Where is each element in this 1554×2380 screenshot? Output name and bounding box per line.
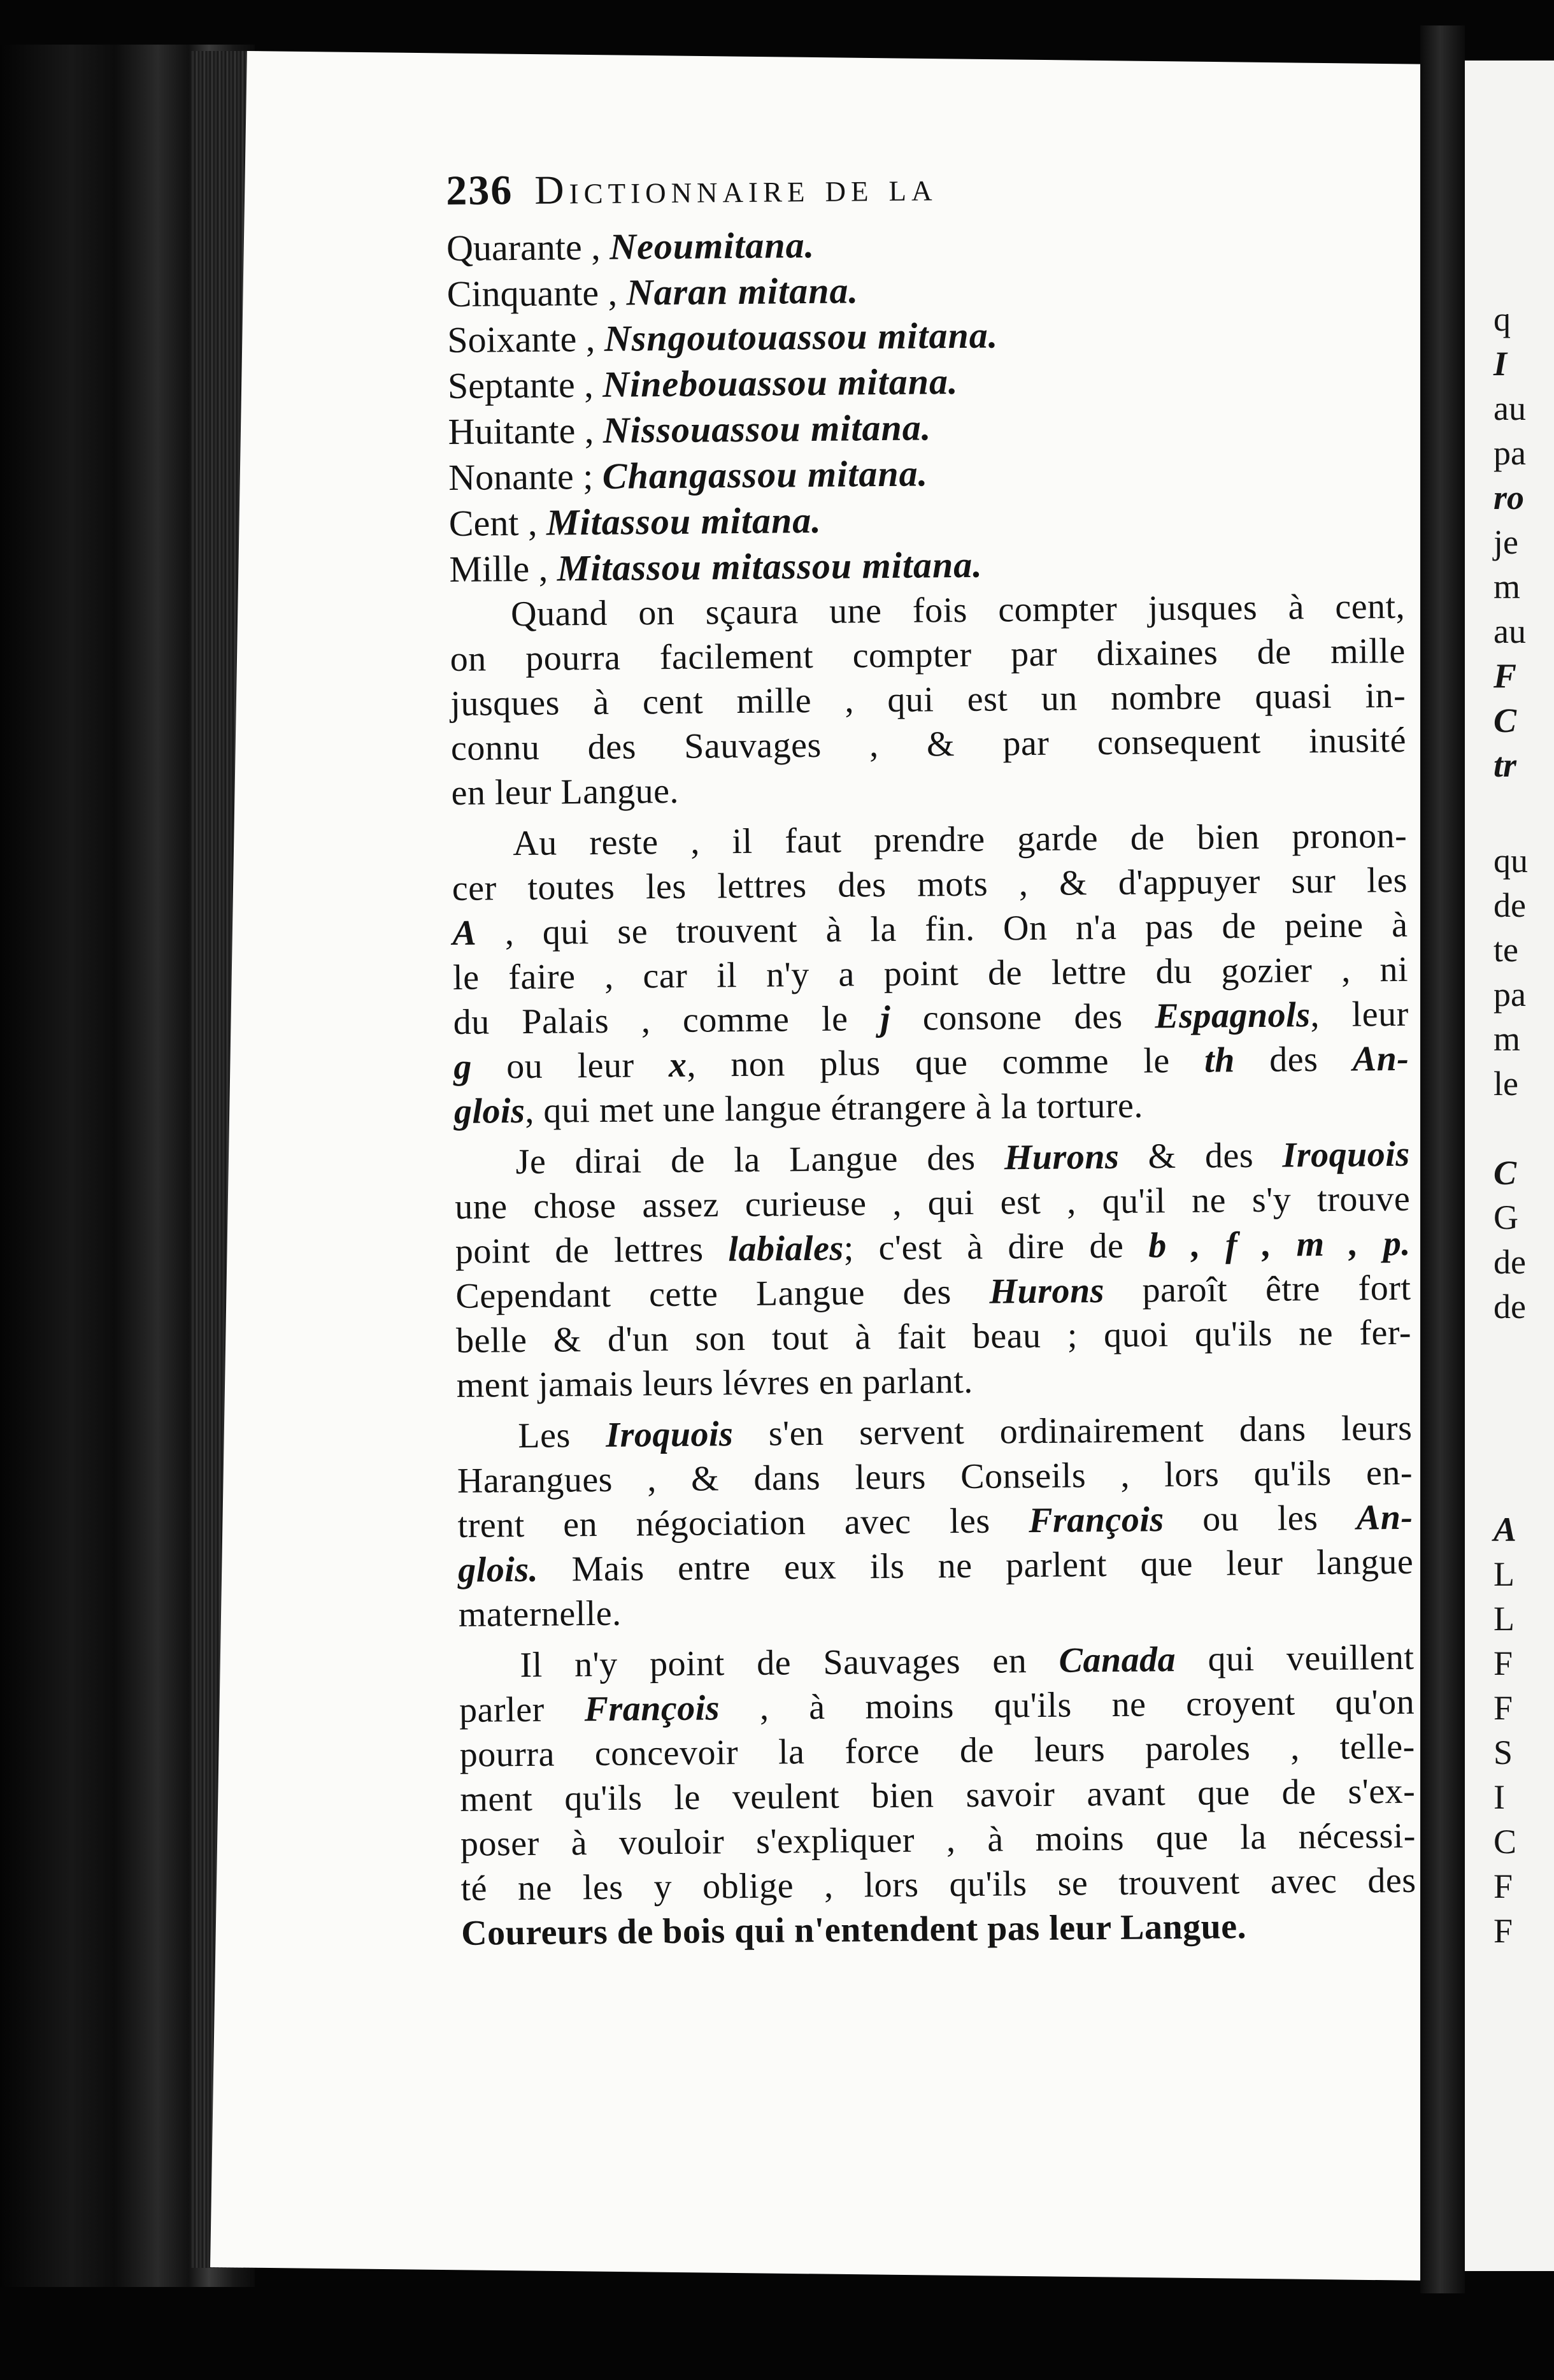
italic-term: An-: [1356, 1497, 1413, 1538]
fragment: de: [1493, 1243, 1526, 1281]
fragment: F: [1493, 1912, 1513, 1950]
running-header: [446, 159, 1402, 226]
fragment: de: [1493, 1287, 1526, 1326]
french-word: Quarante ,: [446, 226, 601, 269]
text-run: , qui met une langue étrangere à la torture.: [525, 1086, 1144, 1131]
fragment: C: [1493, 701, 1517, 740]
paragraph-counting: [450, 584, 1407, 815]
native-word: Changassou mitana.: [602, 452, 929, 497]
text-line: ment qu'ils le veulent bien savoir avant que de s'ex-: [460, 1771, 1416, 1819]
list-item: [448, 401, 1404, 455]
fragment: F: [1493, 1644, 1513, 1682]
italic-term: A: [452, 913, 477, 953]
fragment: le: [1493, 1065, 1518, 1103]
french-word: Cent ,: [448, 501, 538, 544]
fragment: qu: [1493, 842, 1528, 880]
italic-term: Espagnols: [1155, 995, 1311, 1036]
text-run: & des: [1148, 1135, 1254, 1177]
native-word: Naran mitana.: [626, 269, 859, 313]
fragment: A: [1493, 1510, 1517, 1549]
italic-term: Canada: [1059, 1640, 1176, 1681]
french-word: Nonante ;: [448, 455, 594, 498]
text-line: une chose assez curieuse , qui est , qu'il ne s'y trouve: [454, 1179, 1411, 1227]
paragraph-hurons: [454, 1132, 1412, 1408]
fragment: pa: [1493, 975, 1526, 1014]
text-line: en leur Langue.: [451, 771, 680, 813]
text-run: ; c'est à dire de: [843, 1226, 1124, 1268]
french-word: Huitante ,: [448, 409, 594, 452]
text-run: ou leur: [506, 1045, 634, 1087]
fragment: F: [1493, 1689, 1513, 1727]
text-line: Quand on sçaura une fois compter jusques à cent,: [510, 586, 1406, 634]
french-word: Septante ,: [447, 363, 594, 406]
text-line: le faire , car il n'y a point de lettre du gozier , ni: [452, 949, 1409, 998]
text-line: [453, 992, 1409, 1045]
text-run: Il n'y point de Sauvages en: [520, 1641, 1027, 1686]
fragment: G: [1493, 1198, 1518, 1237]
text-run: Cependant cette Langue des: [455, 1272, 952, 1316]
text-line: [455, 1266, 1411, 1319]
fragment: q: [1493, 300, 1511, 338]
fragment: m: [1493, 568, 1521, 606]
fragment: au: [1493, 612, 1526, 650]
italic-term: labiales: [728, 1228, 844, 1270]
italic-term: An-: [1352, 1038, 1409, 1079]
text-run: parler: [459, 1689, 545, 1730]
paragraph-pronunciation: [452, 814, 1409, 1134]
text-line: [457, 1406, 1413, 1459]
text-run: Mais entre eux ils ne parlent que leur langue: [571, 1542, 1414, 1589]
text-run: , à moins qu'ils ne croyent qu'on: [759, 1682, 1415, 1728]
italic-term: François: [1028, 1500, 1164, 1541]
native-word: Ninebouassou mitana.: [602, 360, 959, 405]
text-line: [455, 1221, 1411, 1274]
fragment: L: [1493, 1600, 1515, 1638]
book-gutter: [1420, 25, 1465, 2293]
text-run: des: [1269, 1040, 1318, 1080]
text-line: Harangues , & dans leurs Conseils , lors qu'ils en-: [457, 1452, 1413, 1501]
native-word: Neoumitana.: [609, 224, 815, 268]
italic-term: th: [1204, 1040, 1236, 1080]
text-run: qui veuillent: [1208, 1637, 1415, 1679]
text-line: [454, 1132, 1410, 1185]
list-item: [448, 355, 1404, 409]
text-run: ou les: [1202, 1498, 1318, 1539]
text-line: Coureurs de bois qui n'entendent pas leur Langue.: [460, 1907, 1247, 1953]
fragment: L: [1493, 1555, 1515, 1593]
italic-term: Iroquois: [1282, 1134, 1410, 1175]
page-content: [446, 159, 1417, 1962]
text-line: [452, 903, 1408, 956]
text-line: ment jamais leurs lévres en parlant.: [456, 1361, 973, 1405]
french-word: Soixante ,: [447, 317, 595, 361]
list-item: [446, 217, 1402, 271]
text-line: belle & d'un son tout à fait beau ; quoi qu'ils ne fer-: [455, 1312, 1412, 1361]
list-item: [449, 538, 1405, 592]
text-run: point de lettres: [455, 1229, 704, 1272]
fragment: I: [1493, 1778, 1505, 1816]
text-line: maternelle.: [458, 1593, 622, 1635]
text-run: s'en servent ordinairement dans leurs: [768, 1408, 1413, 1454]
native-word: Mitassou mitana.: [546, 499, 822, 543]
running-title: Dictionnaire de la: [534, 164, 937, 213]
list-item: [446, 263, 1402, 317]
paragraph-iroquois: [457, 1406, 1414, 1637]
page-number: 236: [446, 167, 513, 214]
text-run: , qui se trouvent à la fin. On n'a pas de peine à: [504, 905, 1408, 953]
italic-term: Hurons: [989, 1271, 1105, 1312]
french-word: Cinquante ,: [446, 271, 618, 315]
native-word: Mitassou mitassou mitana.: [557, 543, 983, 589]
text-run: trent en négociation avec les: [457, 1501, 990, 1545]
fragment: I: [1493, 345, 1508, 383]
paragraph-canada: [459, 1635, 1416, 1956]
fragment: C: [1493, 1154, 1517, 1192]
fragment: je: [1493, 523, 1518, 561]
fragment: F: [1493, 1867, 1513, 1905]
italic-term: glois: [453, 1091, 525, 1131]
text-run: , non plus que comme le: [687, 1041, 1171, 1085]
fragment: de: [1493, 886, 1526, 924]
italic-term: glois.: [457, 1549, 539, 1590]
fragment: tr: [1493, 746, 1517, 784]
text-line: on pourra facilement compter par dixaines de mille: [450, 631, 1406, 679]
fragment: C: [1493, 1823, 1517, 1861]
text-line: Au reste , il faut prendre garde de bien pronon-: [513, 815, 1408, 864]
text-line: pourra concevoir la force de leurs paroles , telle-: [459, 1726, 1415, 1775]
text-line: jusques à cent mille , qui est un nombre quasi in-: [450, 675, 1406, 724]
text-line: [453, 1036, 1409, 1089]
italic-term: b , f , m , p.: [1148, 1223, 1411, 1266]
text-line: [459, 1680, 1415, 1733]
text-line: té ne les y oblige , lors qu'ils se trouvent avec des: [460, 1860, 1416, 1909]
italic-term: François: [584, 1688, 720, 1730]
fragment: au: [1493, 389, 1526, 427]
fragment: te: [1493, 931, 1518, 969]
fragment: pa: [1493, 434, 1526, 472]
text-run: , leur: [1310, 994, 1409, 1035]
fragment: F: [1493, 657, 1517, 695]
native-word: Nsngoutouassou mitana.: [604, 314, 999, 359]
list-item: [449, 492, 1405, 547]
french-word: Mille ,: [449, 547, 548, 590]
fragment: ro: [1493, 478, 1525, 517]
text-run: Les: [518, 1416, 571, 1456]
text-line: [459, 1635, 1415, 1688]
text-line: connu des Sauvages , & par consequent inusité: [450, 720, 1407, 768]
italic-term: x: [668, 1045, 687, 1085]
text-run: consone des: [922, 996, 1123, 1038]
fragment: m: [1493, 1020, 1521, 1058]
text-line: [454, 1081, 1410, 1134]
italic-term: Hurons: [1004, 1136, 1120, 1178]
text-line: poser à vouloir s'expliquer , à moins que la nécessi-: [460, 1816, 1416, 1864]
italic-term: g: [453, 1047, 473, 1087]
text-line: [458, 1540, 1414, 1593]
text-line: cer toutes les lettres des mots , & d'appuyer sur les: [452, 860, 1408, 908]
text-run: Je dirai de la Langue des: [515, 1138, 976, 1182]
italic-term: j: [880, 998, 891, 1039]
native-word: Nissouassou mitana.: [602, 406, 932, 451]
italic-term: Iroquois: [605, 1414, 734, 1455]
fragment: S: [1493, 1733, 1513, 1772]
list-item: [448, 447, 1404, 501]
list-item: [447, 309, 1403, 363]
text-run: du Palais , comme le: [453, 999, 848, 1042]
text-run: paroît être fort: [1142, 1268, 1411, 1310]
text-line: [457, 1495, 1413, 1548]
numbers-list: [446, 217, 1405, 592]
